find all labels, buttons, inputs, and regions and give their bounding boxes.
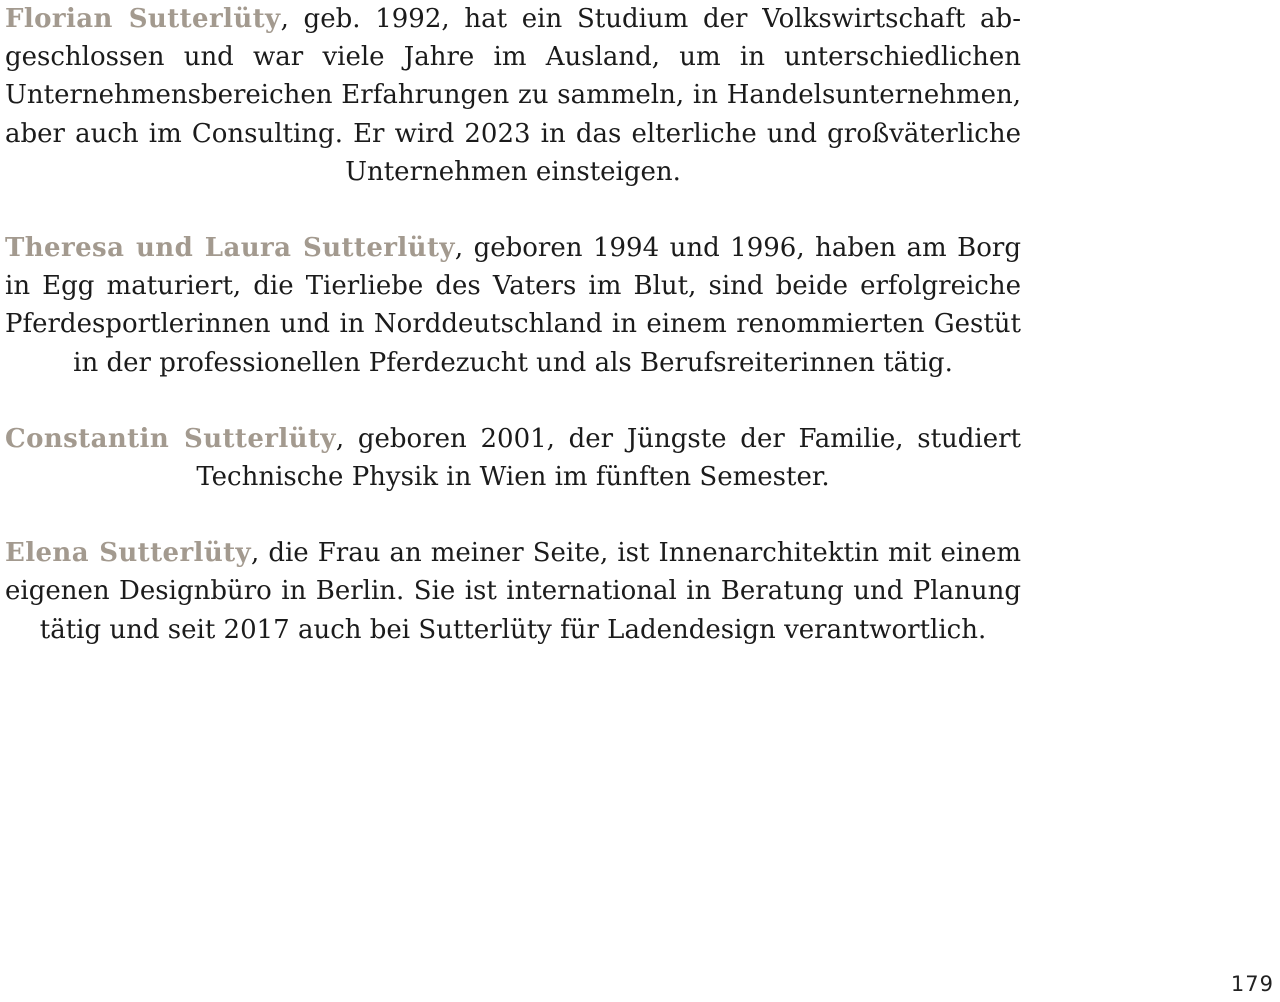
- paragraph-constantin: [5, 420, 1021, 496]
- paragraph-text: , geboren 2001, der Jüngste der Familie, studiert Technische Physik in Wien im fünften Semester.: [196, 423, 1021, 493]
- page-body: [5, 0, 1021, 649]
- person-name: Elena Sutterlüty: [5, 538, 252, 569]
- page-number: 179: [1230, 972, 1274, 996]
- person-name: Theresa und Laura Sutterlüty: [5, 233, 455, 264]
- person-name: Constantin Sutterlüty: [5, 423, 336, 454]
- person-name: Florian Sutterlüty: [5, 4, 281, 34]
- paragraph-florian: [5, 0, 1021, 191]
- paragraph-elena: [5, 534, 1021, 649]
- paragraph-text: , geb. 1992, hat ein Studium der Volkswirtschaft abgeschlossen und war viele Jahre im Ausland, um in unterschiedlichen Unternehmensbereichen Erfahrungen zu sammeln, in Handelsunternehmen, aber auch im Consulting. Er wird 2023 in das elterliche und großväterliche Unternehmen einsteigen.: [5, 4, 1021, 187]
- paragraph-text: , geboren 1994 und 1996, haben am Borg in Egg maturiert, die Tierliebe des Vaters im Blut, sind beide erfolgreiche Pferdesportlerinnen und in Norddeutschland in einem renommierten Gestüt in der professionellen Pferdezucht und als Berufsreiterinnen tätig.: [5, 233, 1022, 378]
- paragraph-theresa-laura: [5, 229, 1021, 382]
- paragraph-text: , die Frau an meiner Seite, ist Innenarchitektin mit einem eigenen Designbüro in Berlin. Sie ist international in Beratung und Planung tätig und seit 2017 auch bei Sutterlüty für Ladendesign verantwortlich.: [5, 538, 1021, 645]
